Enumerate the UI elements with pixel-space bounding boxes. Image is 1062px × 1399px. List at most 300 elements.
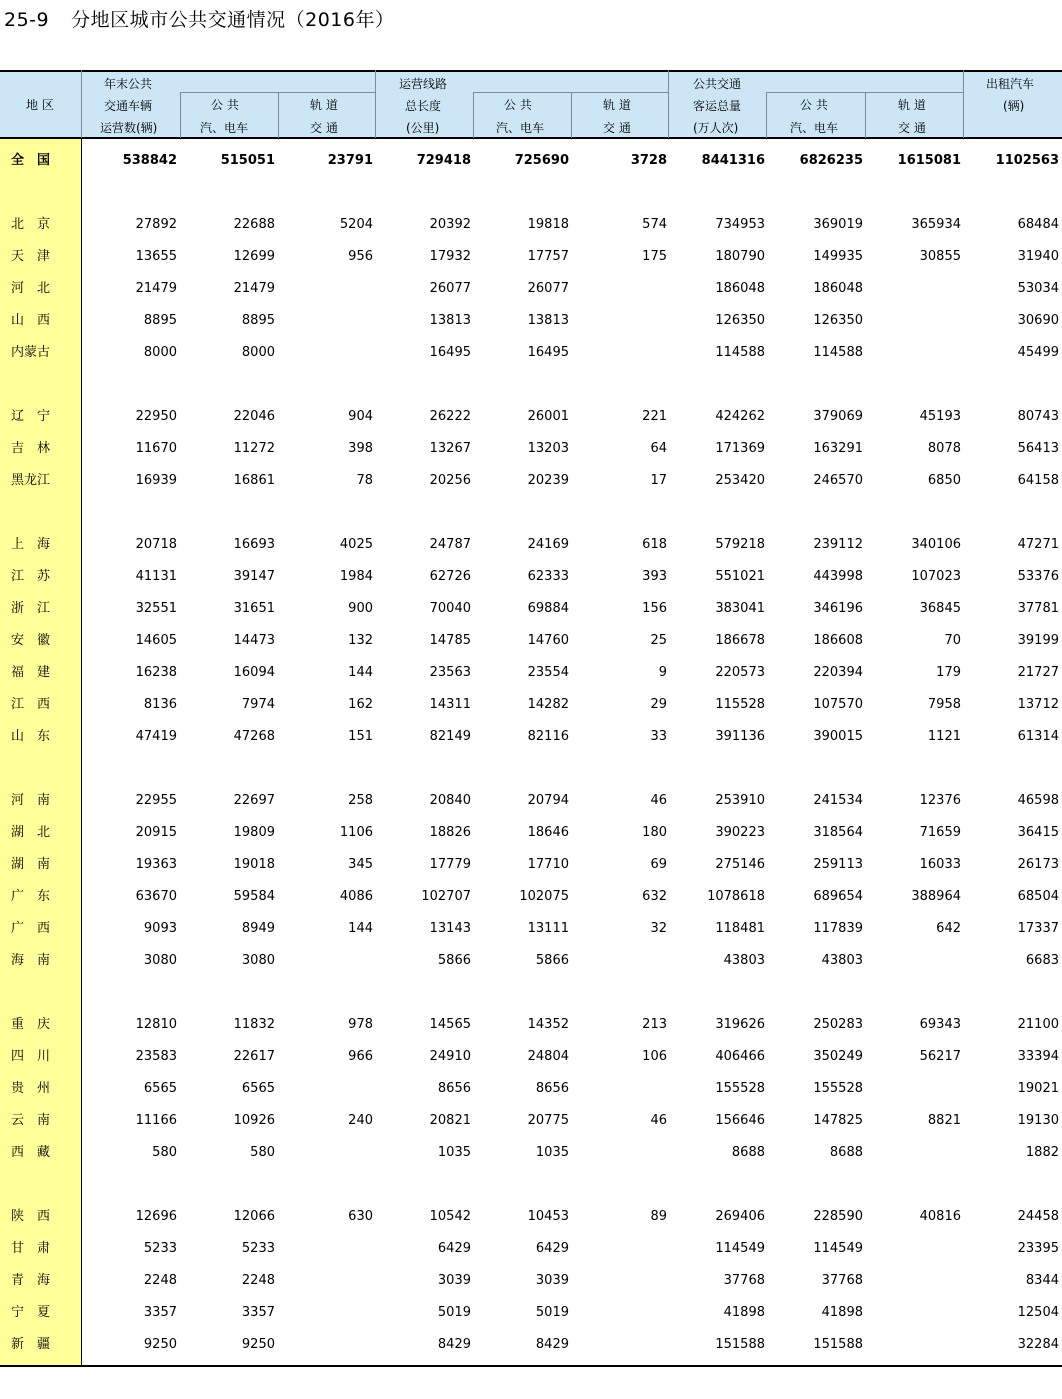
table-cell: 19018 — [233, 857, 275, 872]
table-cell: 8895 — [241, 313, 275, 328]
header-bus2-1: 公 共 — [504, 98, 532, 112]
table-cell: 59584 — [233, 889, 275, 904]
table-cell: 574 — [642, 217, 667, 232]
table-cell: 21479 — [233, 281, 275, 296]
table-cell: 80743 — [1017, 409, 1059, 424]
table-cell: 2248 — [241, 1273, 275, 1288]
table-cell: 4086 — [339, 889, 373, 904]
table-cell: 5866 — [535, 953, 569, 968]
table-cell: 14352 — [527, 1017, 569, 1032]
table-cell: 37781 — [1017, 601, 1059, 616]
table-row — [0, 1009, 1062, 1041]
table-cell: 734953 — [715, 217, 765, 232]
table-cell: 186048 — [813, 281, 863, 296]
table-cell: 7974 — [241, 697, 275, 712]
region-name: 湖 北 — [11, 825, 51, 840]
table-cell: 46 — [650, 793, 667, 808]
table-cell: 21479 — [135, 281, 177, 296]
region-name: 浙 江 — [11, 601, 51, 616]
table-cell: 107023 — [911, 569, 961, 584]
table-cell: 1615081 — [897, 153, 961, 168]
header-rail2-1: 轨 道 — [603, 98, 631, 112]
table-row — [0, 401, 1062, 433]
table-cell: 16693 — [233, 537, 275, 552]
region-name: 黑龙江 — [11, 473, 51, 488]
table-row — [0, 241, 1062, 273]
table-cell: 12699 — [233, 249, 275, 264]
table-cell: 16094 — [233, 665, 275, 680]
header-bus3-1: 公 共 — [800, 98, 828, 112]
table-cell: 26173 — [1017, 857, 1059, 872]
header-passengers-1: 公共交通 — [693, 77, 742, 91]
table-cell: 253420 — [715, 473, 765, 488]
table-cell: 17757 — [527, 249, 569, 264]
table-cell: 163291 — [813, 441, 863, 456]
table-cell: 8441316 — [701, 153, 765, 168]
region-name: 江 苏 — [11, 569, 51, 584]
table-cell: 12696 — [135, 1209, 177, 1224]
table-cell: 45499 — [1017, 345, 1059, 360]
header-passengers-2: 客运总量 — [693, 99, 742, 113]
table-cell: 26001 — [527, 409, 569, 424]
table-cell: 11832 — [233, 1017, 275, 1032]
table-cell: 220573 — [715, 665, 765, 680]
table-cell: 156646 — [715, 1113, 765, 1128]
table-cell: 6429 — [535, 1241, 569, 1256]
table-cell: 39147 — [233, 569, 275, 584]
table-cell: 180 — [642, 825, 667, 840]
region-name: 甘 肃 — [11, 1241, 51, 1256]
table-cell: 155528 — [813, 1081, 863, 1096]
table-cell: 3080 — [143, 953, 177, 968]
table-cell: 22697 — [233, 793, 275, 808]
table-cell: 32284 — [1017, 1337, 1059, 1352]
table-cell: 61314 — [1017, 729, 1059, 744]
table-cell: 1035 — [437, 1145, 471, 1160]
table-cell: 632 — [642, 889, 667, 904]
table-cell: 114549 — [813, 1241, 863, 1256]
table-cell: 23563 — [429, 665, 471, 680]
table-cell: 13655 — [135, 249, 177, 264]
region-name: 陕 西 — [11, 1209, 51, 1224]
table-cell: 47419 — [135, 729, 177, 744]
table-cell: 275146 — [715, 857, 765, 872]
table-cell: 725690 — [514, 153, 569, 168]
table-cell: 379069 — [813, 409, 863, 424]
region-name: 河 北 — [11, 281, 51, 296]
table-row — [0, 337, 1062, 369]
header-rail1-1: 轨 道 — [310, 98, 338, 112]
table-cell: 53376 — [1017, 569, 1059, 584]
table-cell: 114588 — [813, 345, 863, 360]
table-cell: 82149 — [429, 729, 471, 744]
table-cell: 729418 — [416, 153, 471, 168]
table-row — [0, 209, 1062, 241]
table-cell: 36845 — [919, 601, 961, 616]
table-cell: 17779 — [429, 857, 471, 872]
table-cell: 365934 — [911, 217, 961, 232]
table-cell: 25 — [650, 633, 667, 648]
table-cell: 9250 — [143, 1337, 177, 1352]
table-cell: 393 — [642, 569, 667, 584]
table-cell: 12066 — [233, 1209, 275, 1224]
header-passengers-3: (万人次) — [693, 121, 739, 135]
region-name: 辽 宁 — [11, 409, 51, 424]
table-cell: 424262 — [715, 409, 765, 424]
table-cell: 642 — [936, 921, 961, 936]
table-cell: 1882 — [1025, 1145, 1059, 1160]
header-vehicles-3: 运营数(辆) — [100, 121, 158, 135]
table-cell: 12810 — [135, 1017, 177, 1032]
region-name: 西 藏 — [11, 1145, 51, 1160]
table-cell: 8078 — [927, 441, 961, 456]
table-cell: 10453 — [527, 1209, 569, 1224]
table-cell: 3039 — [437, 1273, 471, 1288]
table-cell: 5233 — [143, 1241, 177, 1256]
table-row — [0, 721, 1062, 753]
region-name: 山 西 — [11, 313, 51, 328]
table-cell: 24804 — [527, 1049, 569, 1064]
table-cell: 1106 — [339, 825, 373, 840]
table-cell: 22955 — [135, 793, 177, 808]
table-cell: 13267 — [429, 441, 471, 456]
table-cell: 31940 — [1017, 249, 1059, 264]
table-cell: 6850 — [927, 473, 961, 488]
table-cell: 162 — [348, 697, 373, 712]
table-cell: 13111 — [527, 921, 569, 936]
table-cell: 14282 — [527, 697, 569, 712]
table-cell: 31651 — [233, 601, 275, 616]
table-cell: 19809 — [233, 825, 275, 840]
table-cell: 391136 — [715, 729, 765, 744]
table-cell: 39199 — [1017, 633, 1059, 648]
region-name: 安 徽 — [11, 633, 51, 648]
table-cell: 14311 — [429, 697, 471, 712]
table-row — [0, 1073, 1062, 1105]
table-cell: 246570 — [813, 473, 863, 488]
table-cell: 17932 — [429, 249, 471, 264]
table-cell: 114549 — [715, 1241, 765, 1256]
table-cell: 9093 — [143, 921, 177, 936]
table-cell: 14605 — [135, 633, 177, 648]
table-cell: 8000 — [241, 345, 275, 360]
table-cell: 978 — [348, 1017, 373, 1032]
table-row — [0, 849, 1062, 881]
table-cell: 114588 — [715, 345, 765, 360]
table-cell: 6683 — [1025, 953, 1059, 968]
table-row — [0, 1105, 1062, 1137]
table-row — [0, 1297, 1062, 1329]
table-cell: 16939 — [135, 473, 177, 488]
table-cell: 13143 — [429, 921, 471, 936]
table-cell: 538842 — [122, 153, 177, 168]
table-cell: 106 — [642, 1049, 667, 1064]
region-name: 海 南 — [11, 953, 51, 968]
header-routes-3: (公里) — [406, 121, 440, 135]
table-cell: 618 — [642, 537, 667, 552]
table-cell: 4025 — [339, 537, 373, 552]
table-cell: 3080 — [241, 953, 275, 968]
table-cell: 37768 — [821, 1273, 863, 1288]
table-cell: 259113 — [813, 857, 863, 872]
table-cell: 27892 — [135, 217, 177, 232]
table-cell: 8656 — [535, 1081, 569, 1096]
region-name: 全 国 — [11, 153, 51, 168]
table-row — [0, 817, 1062, 849]
table-cell: 345 — [348, 857, 373, 872]
table-cell: 13712 — [1017, 697, 1059, 712]
table-cell: 68484 — [1017, 217, 1059, 232]
header-region: 地 区 — [26, 98, 54, 112]
table-cell: 7958 — [927, 697, 961, 712]
table-cell: 22688 — [233, 217, 275, 232]
table-cell: 20775 — [527, 1113, 569, 1128]
table-cell: 24458 — [1017, 1209, 1059, 1224]
region-name: 重 庆 — [11, 1017, 51, 1032]
table-cell: 24910 — [429, 1049, 471, 1064]
table-cell: 19818 — [527, 217, 569, 232]
table-cell: 3357 — [143, 1305, 177, 1320]
table-cell: 26077 — [429, 281, 471, 296]
table-cell: 180790 — [715, 249, 765, 264]
table-cell: 21100 — [1017, 1017, 1059, 1032]
table-cell: 8000 — [143, 345, 177, 360]
table-cell: 82116 — [527, 729, 569, 744]
table-cell: 8949 — [241, 921, 275, 936]
table-cell: 22617 — [233, 1049, 275, 1064]
table-title: 分地区城市公共交通情况（2016年） — [71, 9, 395, 31]
table-cell: 966 — [348, 1049, 373, 1064]
region-name: 内蒙古 — [11, 345, 51, 360]
header-routes-2: 总长度 — [405, 99, 442, 113]
table-cell: 269406 — [715, 1209, 765, 1224]
header-taxi-1: 出租汽车 — [986, 77, 1035, 91]
table-cell: 70040 — [429, 601, 471, 616]
table-header — [0, 70, 1062, 139]
table-cell: 630 — [348, 1209, 373, 1224]
header-bus1-2: 汽、电车 — [200, 121, 249, 135]
table-cell: 17 — [650, 473, 667, 488]
table-cell: 253910 — [715, 793, 765, 808]
table-cell: 186608 — [813, 633, 863, 648]
table-cell: 17337 — [1017, 921, 1059, 936]
table-cell: 89 — [650, 1209, 667, 1224]
table-cell: 1121 — [927, 729, 961, 744]
table-cell: 1078618 — [707, 889, 765, 904]
table-cell: 8821 — [927, 1113, 961, 1128]
region-name: 新 疆 — [11, 1337, 51, 1352]
table-cell: 580 — [152, 1145, 177, 1160]
table-cell: 23554 — [527, 665, 569, 680]
table-cell: 23395 — [1017, 1241, 1059, 1256]
table-cell: 9250 — [241, 1337, 275, 1352]
table-cell: 23791 — [327, 153, 373, 168]
table-cell: 14473 — [233, 633, 275, 648]
table-row — [0, 561, 1062, 593]
table-cell: 32551 — [135, 601, 177, 616]
table-cell: 24169 — [527, 537, 569, 552]
header-routes-1: 运营线路 — [399, 77, 448, 91]
table-cell: 20256 — [429, 473, 471, 488]
header-bus1-1: 公 共 — [211, 98, 239, 112]
table-cell: 346196 — [813, 601, 863, 616]
table-cell: 22046 — [233, 409, 275, 424]
table-cell: 156 — [642, 601, 667, 616]
table-cell: 8344 — [1025, 1273, 1059, 1288]
table-cell: 13203 — [527, 441, 569, 456]
table-cell: 250283 — [813, 1017, 863, 1032]
table-cell: 319626 — [715, 1017, 765, 1032]
table-row — [0, 1137, 1062, 1169]
table-cell: 5233 — [241, 1241, 275, 1256]
table-row — [0, 689, 1062, 721]
table-cell: 20915 — [135, 825, 177, 840]
table-cell: 21727 — [1017, 665, 1059, 680]
header-rail3-2: 交 通 — [898, 121, 926, 135]
table-cell: 20392 — [429, 217, 471, 232]
table-cell: 64158 — [1017, 473, 1059, 488]
table-row — [0, 913, 1062, 945]
table-cell: 36415 — [1017, 825, 1059, 840]
table-cell: 20840 — [429, 793, 471, 808]
table-cell: 71659 — [919, 825, 961, 840]
table-cell: 904 — [348, 409, 373, 424]
table-cell: 40816 — [919, 1209, 961, 1224]
table-cell: 149935 — [813, 249, 863, 264]
table-cell: 20821 — [429, 1113, 471, 1128]
table-cell: 117839 — [813, 921, 863, 936]
header-bus2-2: 汽、电车 — [496, 121, 545, 135]
table-cell: 9 — [658, 665, 667, 680]
table-cell: 19363 — [135, 857, 177, 872]
table-cell: 6429 — [437, 1241, 471, 1256]
table-cell: 147825 — [813, 1113, 863, 1128]
table-cell: 6565 — [143, 1081, 177, 1096]
region-name: 广 东 — [11, 889, 51, 904]
region-name: 天 津 — [11, 249, 51, 264]
table-cell: 383041 — [715, 601, 765, 616]
table-cell: 14760 — [527, 633, 569, 648]
region-name: 贵 州 — [11, 1081, 51, 1096]
table-cell: 33 — [650, 729, 667, 744]
table-row — [0, 1201, 1062, 1233]
table-cell: 12504 — [1017, 1305, 1059, 1320]
table-cell: 102707 — [421, 889, 471, 904]
table-cell: 10926 — [233, 1113, 275, 1128]
table-row — [0, 945, 1062, 977]
table-cell: 580 — [250, 1145, 275, 1160]
table-row — [0, 785, 1062, 817]
table-cell: 8895 — [143, 313, 177, 328]
table-cell: 26077 — [527, 281, 569, 296]
table-cell: 30690 — [1017, 313, 1059, 328]
table-cell: 144 — [348, 921, 373, 936]
table-cell: 175 — [642, 249, 667, 264]
table-cell: 1102563 — [995, 153, 1059, 168]
table-row — [0, 657, 1062, 689]
table-cell: 689654 — [813, 889, 863, 904]
header-vehicles-2: 交通车辆 — [104, 99, 153, 113]
table-cell: 126350 — [715, 313, 765, 328]
table-cell: 16495 — [429, 345, 471, 360]
header-rail3-1: 轨 道 — [898, 98, 926, 112]
header-rail1-2: 交 通 — [310, 121, 338, 135]
table-cell: 33394 — [1017, 1049, 1059, 1064]
table-cell: 69884 — [527, 601, 569, 616]
table-cell: 220394 — [813, 665, 863, 680]
table-cell: 46598 — [1017, 793, 1059, 808]
table-cell: 228590 — [813, 1209, 863, 1224]
table-cell: 20794 — [527, 793, 569, 808]
table-cell: 19130 — [1017, 1113, 1059, 1128]
table-cell: 115528 — [715, 697, 765, 712]
table-cell: 32 — [650, 921, 667, 936]
table-cell: 1035 — [535, 1145, 569, 1160]
table-cell: 64 — [650, 441, 667, 456]
table-cell: 17710 — [527, 857, 569, 872]
table-cell: 69 — [650, 857, 667, 872]
table-cell: 579218 — [715, 537, 765, 552]
table-cell: 24787 — [429, 537, 471, 552]
table-cell: 956 — [348, 249, 373, 264]
table-cell: 3039 — [535, 1273, 569, 1288]
table-cell: 8429 — [535, 1337, 569, 1352]
table-cell: 20239 — [527, 473, 569, 488]
table-cell: 16495 — [527, 345, 569, 360]
table-cell: 43803 — [723, 953, 765, 968]
table-cell: 26222 — [429, 409, 471, 424]
table-cell: 8136 — [143, 697, 177, 712]
table-cell: 398 — [348, 441, 373, 456]
table-cell: 69343 — [919, 1017, 961, 1032]
table-row — [0, 433, 1062, 465]
table-cell: 56217 — [919, 1049, 961, 1064]
region-name: 北 京 — [11, 217, 51, 232]
table-cell: 5204 — [339, 217, 373, 232]
table-cell: 5019 — [437, 1305, 471, 1320]
table-cell: 14785 — [429, 633, 471, 648]
table-cell: 5019 — [535, 1305, 569, 1320]
table-cell: 47268 — [233, 729, 275, 744]
table-row — [0, 465, 1062, 497]
header-rail2-2: 交 通 — [603, 121, 631, 135]
table-cell: 390015 — [813, 729, 863, 744]
table-cell: 3357 — [241, 1305, 275, 1320]
table-cell: 8688 — [731, 1145, 765, 1160]
region-name: 上 海 — [11, 537, 51, 552]
header-bus3-2: 汽、电车 — [790, 121, 839, 135]
table-cell: 144 — [348, 665, 373, 680]
table-cell: 14565 — [429, 1017, 471, 1032]
table-cell: 18826 — [429, 825, 471, 840]
table-cell: 68504 — [1017, 889, 1059, 904]
table-cell: 16861 — [233, 473, 275, 488]
table-row — [0, 273, 1062, 305]
table-cell: 43803 — [821, 953, 863, 968]
table-cell: 13813 — [527, 313, 569, 328]
header-taxi-2: (辆) — [1003, 99, 1025, 113]
region-name: 云 南 — [11, 1113, 51, 1128]
table-cell: 107570 — [813, 697, 863, 712]
table-row — [0, 1233, 1062, 1265]
region-name: 江 西 — [11, 697, 51, 712]
table-cell: 406466 — [715, 1049, 765, 1064]
table-cell: 240 — [348, 1113, 373, 1128]
table-cell: 179 — [936, 665, 961, 680]
table-cell: 8656 — [437, 1081, 471, 1096]
table-cell: 241534 — [813, 793, 863, 808]
table-cell: 23583 — [135, 1049, 177, 1064]
